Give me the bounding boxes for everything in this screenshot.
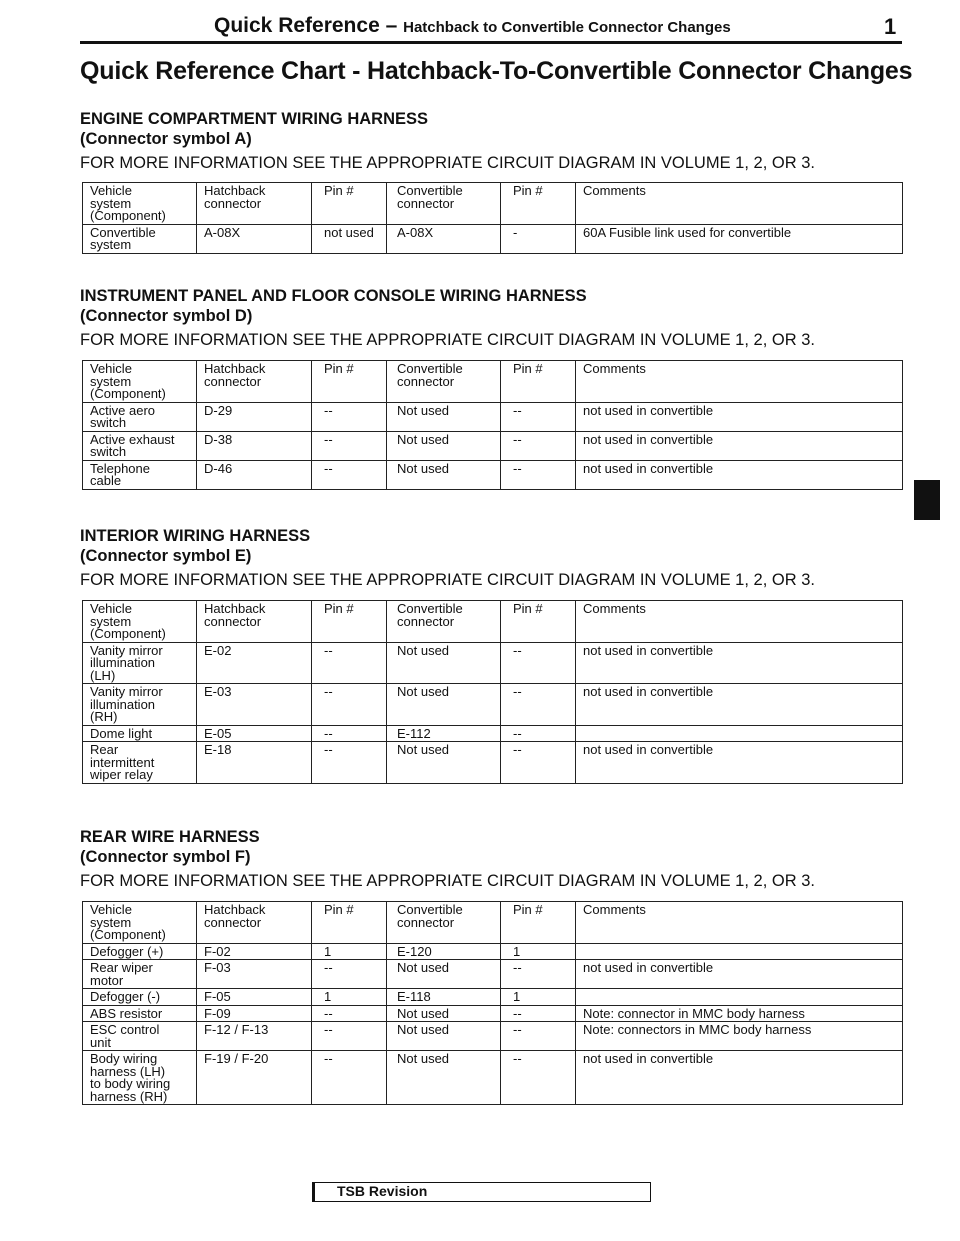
cell-convertible-connector: Not used	[387, 460, 501, 489]
running-head-title	[214, 14, 731, 38]
running-head-subtitle: Hatchback to Convertible Connector Changes	[403, 19, 731, 36]
cell-vehicle-system: ABS resistor	[83, 1005, 197, 1022]
column-header: Pin #	[501, 361, 576, 403]
tsb-revision-box	[312, 1182, 651, 1202]
info-line: FOR MORE INFORMATION SEE THE APPROPRIATE CIRCUIT DIAGRAM IN VOLUME 1, 2, OR 3.	[80, 331, 815, 349]
cell-hatchback-pin: --	[312, 1051, 387, 1105]
cell-convertible-pin: 1	[501, 989, 576, 1006]
cell-hatchback-pin: 1	[312, 989, 387, 1006]
cell-convertible-connector: A-08X	[387, 224, 501, 253]
cell-hatchback-pin: --	[312, 460, 387, 489]
cell-comments	[576, 989, 903, 1006]
cell-hatchback-pin: --	[312, 431, 387, 460]
cell-comments: not used in convertible	[576, 642, 903, 684]
table-row	[83, 943, 903, 960]
column-header: Convertible connector	[387, 183, 501, 225]
cell-vehicle-system: Vanity mirror illumination (RH)	[83, 684, 197, 726]
table-row	[83, 224, 903, 253]
page-number: 1	[884, 14, 897, 39]
cell-vehicle-system: Dome light	[83, 725, 197, 742]
header-row	[83, 361, 903, 403]
cell-hatchback-connector: F-02	[197, 943, 312, 960]
cell-vehicle-system: Telephone cable	[83, 460, 197, 489]
cell-hatchback-connector: E-03	[197, 684, 312, 726]
cell-convertible-pin: --	[501, 460, 576, 489]
cell-vehicle-system: Active aero switch	[83, 402, 197, 431]
table-row	[83, 402, 903, 431]
cell-hatchback-pin: --	[312, 725, 387, 742]
cell-convertible-pin: --	[501, 960, 576, 989]
cell-convertible-connector: E-112	[387, 725, 501, 742]
column-header: Pin #	[501, 902, 576, 944]
column-header: Pin #	[312, 601, 387, 643]
cell-comments: not used in convertible	[576, 431, 903, 460]
cell-vehicle-system: Rear intermittent wiper relay	[83, 742, 197, 784]
cell-vehicle-system: ESC control unit	[83, 1022, 197, 1051]
column-header: Hatchback connector	[197, 902, 312, 944]
cell-vehicle-system: Body wiring harness (LH) to body wiring harness (RH)	[83, 1051, 197, 1105]
connector-table	[82, 901, 903, 1105]
column-header: Pin #	[501, 601, 576, 643]
cell-convertible-pin: 1	[501, 943, 576, 960]
cell-hatchback-pin: --	[312, 1022, 387, 1051]
table-row	[83, 431, 903, 460]
table-row	[83, 960, 903, 989]
cell-convertible-pin: -	[501, 224, 576, 253]
cell-vehicle-system: Defogger (-)	[83, 989, 197, 1006]
cell-hatchback-pin: --	[312, 684, 387, 726]
cell-comments: not used in convertible	[576, 960, 903, 989]
section-interior	[80, 527, 902, 782]
cell-convertible-connector: Not used	[387, 642, 501, 684]
cell-vehicle-system: Defogger (+)	[83, 943, 197, 960]
cell-vehicle-system: Active exhaust switch	[83, 431, 197, 460]
section-instrument-panel	[80, 287, 902, 488]
cell-comments: not used in convertible	[576, 684, 903, 726]
cell-convertible-connector: Not used	[387, 1005, 501, 1022]
cell-convertible-connector: Not used	[387, 960, 501, 989]
column-header: Comments	[576, 183, 903, 225]
cell-hatchback-pin: --	[312, 642, 387, 684]
cell-hatchback-connector: F-05	[197, 989, 312, 1006]
tsb-revision-label: TSB Revision	[337, 1183, 428, 1199]
cell-hatchback-pin: --	[312, 402, 387, 431]
section-engine-compartment	[80, 110, 902, 252]
connector-symbol: (Connector symbol D)	[80, 307, 253, 325]
cell-convertible-pin: --	[501, 642, 576, 684]
column-header: Vehicle system (Component)	[83, 601, 197, 643]
column-header: Pin #	[501, 183, 576, 225]
connector-table	[82, 182, 903, 254]
cell-hatchback-pin: --	[312, 960, 387, 989]
header-row	[83, 902, 903, 944]
cell-convertible-pin: --	[501, 1051, 576, 1105]
cell-convertible-connector: Not used	[387, 402, 501, 431]
column-header: Comments	[576, 601, 903, 643]
column-header: Convertible connector	[387, 601, 501, 643]
table-row	[83, 1022, 903, 1051]
cell-convertible-pin: --	[501, 684, 576, 726]
info-line: FOR MORE INFORMATION SEE THE APPROPRIATE CIRCUIT DIAGRAM IN VOLUME 1, 2, OR 3.	[80, 872, 815, 890]
cell-convertible-connector: Not used	[387, 1051, 501, 1105]
cell-convertible-pin: --	[501, 402, 576, 431]
cell-convertible-connector: Not used	[387, 684, 501, 726]
running-head	[0, 14, 960, 44]
table-row	[83, 1005, 903, 1022]
page-title: Quick Reference Chart - Hatchback-To-Convertible Connector Changes	[80, 57, 913, 85]
running-head-main: Quick Reference	[214, 14, 380, 37]
cell-convertible-connector: Not used	[387, 742, 501, 784]
cell-vehicle-system: Convertible system	[83, 224, 197, 253]
cell-convertible-connector: Not used	[387, 1022, 501, 1051]
header-row	[83, 601, 903, 643]
cell-comments: not used in convertible	[576, 1051, 903, 1105]
cell-hatchback-pin: --	[312, 742, 387, 784]
cell-hatchback-connector: F-12 / F-13	[197, 1022, 312, 1051]
table-row	[83, 460, 903, 489]
column-header: Pin #	[312, 902, 387, 944]
connector-symbol: (Connector symbol E)	[80, 547, 252, 565]
table-row	[83, 742, 903, 784]
cell-convertible-pin: --	[501, 742, 576, 784]
column-header: Pin #	[312, 183, 387, 225]
column-header: Pin #	[312, 361, 387, 403]
column-header: Vehicle system (Component)	[83, 183, 197, 225]
info-line: FOR MORE INFORMATION SEE THE APPROPRIATE CIRCUIT DIAGRAM IN VOLUME 1, 2, OR 3.	[80, 571, 815, 589]
column-header: Comments	[576, 361, 903, 403]
cell-comments	[576, 725, 903, 742]
cell-hatchback-pin: 1	[312, 943, 387, 960]
cell-hatchback-connector: A-08X	[197, 224, 312, 253]
column-header: Vehicle system (Component)	[83, 361, 197, 403]
connector-symbol: (Connector symbol F)	[80, 848, 251, 866]
cell-convertible-pin: --	[501, 431, 576, 460]
cell-hatchback-pin: --	[312, 1005, 387, 1022]
column-header: Vehicle system (Component)	[83, 902, 197, 944]
table-row	[83, 642, 903, 684]
column-header: Hatchback connector	[197, 601, 312, 643]
running-head-dash: –	[385, 14, 398, 37]
cell-convertible-connector: E-120	[387, 943, 501, 960]
cell-hatchback-connector: D-29	[197, 402, 312, 431]
table-row	[83, 684, 903, 726]
section-heading: INTERIOR WIRING HARNESS	[80, 527, 311, 545]
table-row	[83, 1051, 903, 1105]
column-header: Hatchback connector	[197, 183, 312, 225]
column-header: Convertible connector	[387, 361, 501, 403]
cell-hatchback-connector: D-38	[197, 431, 312, 460]
cell-hatchback-pin: not used	[312, 224, 387, 253]
column-header: Comments	[576, 902, 903, 944]
section-heading: ENGINE COMPARTMENT WIRING HARNESS	[80, 110, 429, 128]
cell-comments: not used in convertible	[576, 460, 903, 489]
table-row	[83, 725, 903, 742]
cell-vehicle-system: Rear wiper motor	[83, 960, 197, 989]
column-header: Hatchback connector	[197, 361, 312, 403]
cell-convertible-pin: --	[501, 1022, 576, 1051]
table-row	[83, 989, 903, 1006]
cell-vehicle-system: Vanity mirror illumination (LH)	[83, 642, 197, 684]
header-row	[83, 183, 903, 225]
connector-table	[82, 600, 903, 784]
cell-hatchback-connector: F-19 / F-20	[197, 1051, 312, 1105]
cell-convertible-connector: Not used	[387, 431, 501, 460]
cell-convertible-connector: E-118	[387, 989, 501, 1006]
column-header: Convertible connector	[387, 902, 501, 944]
cell-hatchback-connector: F-09	[197, 1005, 312, 1022]
section-rear-wire	[80, 828, 902, 1104]
cell-comments: Note: connector in MMC body harness	[576, 1005, 903, 1022]
cell-convertible-pin: --	[501, 725, 576, 742]
section-tab-marker	[914, 480, 940, 520]
cell-hatchback-connector: D-46	[197, 460, 312, 489]
cell-comments: not used in convertible	[576, 402, 903, 431]
cell-hatchback-connector: E-02	[197, 642, 312, 684]
section-heading: REAR WIRE HARNESS	[80, 828, 260, 846]
cell-comments	[576, 943, 903, 960]
info-line: FOR MORE INFORMATION SEE THE APPROPRIATE CIRCUIT DIAGRAM IN VOLUME 1, 2, OR 3.	[80, 154, 815, 172]
cell-comments: Note: connectors in MMC body harness	[576, 1022, 903, 1051]
header-rule	[80, 41, 902, 44]
cell-hatchback-connector: E-05	[197, 725, 312, 742]
connector-table	[82, 360, 903, 490]
section-heading: INSTRUMENT PANEL AND FLOOR CONSOLE WIRING HARNESS	[80, 287, 587, 305]
cell-hatchback-connector: F-03	[197, 960, 312, 989]
cell-comments: not used in convertible	[576, 742, 903, 784]
cell-convertible-pin: --	[501, 1005, 576, 1022]
cell-hatchback-connector: E-18	[197, 742, 312, 784]
connector-symbol: (Connector symbol A)	[80, 130, 252, 148]
cell-comments: 60A Fusible link used for convertible	[576, 224, 903, 253]
